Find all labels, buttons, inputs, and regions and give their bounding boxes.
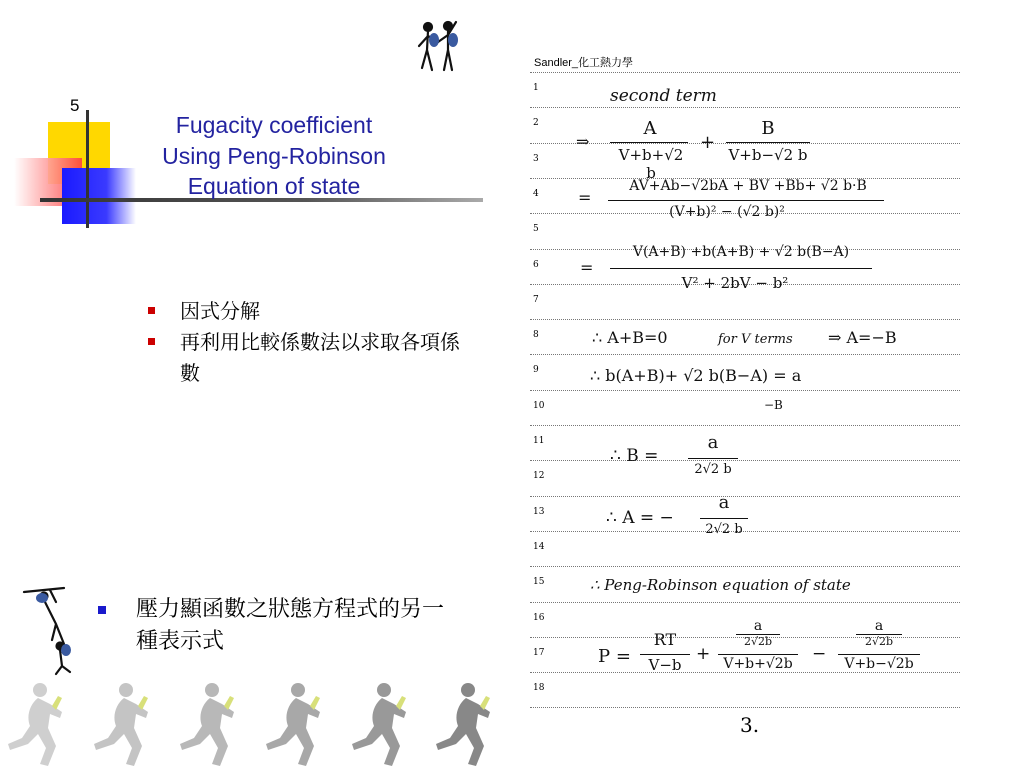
bullet-item: [148, 296, 478, 327]
hw-l13-den: 2√2 b: [705, 522, 743, 537]
hw-l17-n3b: 2√2b: [864, 635, 894, 648]
line-number: 1: [533, 83, 539, 93]
hw-l17-n2b: 2√2b: [743, 635, 773, 648]
hw-second-term: second term: [610, 86, 717, 106]
ruled-line: [530, 460, 960, 461]
hw-l6-bar: [610, 268, 872, 269]
ruled-line: [530, 107, 960, 108]
line-number: 9: [533, 365, 539, 375]
hw-plus: +: [700, 132, 716, 153]
hw-eq: =: [578, 188, 592, 207]
line-number: 11: [533, 436, 545, 446]
slide-title: [130, 110, 418, 202]
ruled-line: [530, 319, 960, 320]
hw-l17-n2a: a: [753, 618, 763, 634]
hw-l8: ∴ A+B=0: [592, 328, 668, 347]
hw-l13-bar: [700, 518, 748, 519]
line-number: 17: [533, 648, 545, 658]
line-number: 8: [533, 330, 539, 340]
hw-l17-d2: V+b+√2b: [723, 656, 793, 672]
ruled-line: [530, 602, 960, 603]
hw-l13: ∴ A = −: [606, 508, 674, 528]
hw-l10-note: −B: [764, 398, 783, 412]
hw-l4-bar: [608, 200, 884, 201]
hw-l17-plus: +: [696, 644, 711, 664]
hw-frac2-den: V+b−√2 b: [728, 146, 808, 164]
hw-l17-bar1: [640, 654, 690, 655]
ruled-line: [530, 143, 960, 144]
line-number: 13: [533, 507, 545, 517]
hw-l8-for: for V terms: [718, 332, 793, 347]
hw-frac2-bar: [726, 142, 810, 143]
running-figure-icon: [0, 676, 500, 768]
hw-frac1-bar: [610, 142, 688, 143]
hw-frac1-den: V+b+√2 b: [618, 146, 684, 182]
ruled-line: [530, 707, 960, 708]
bullet-text: 因式分解: [180, 299, 260, 323]
hw-l11-bar: [688, 458, 738, 459]
hw-l17-p: P =: [598, 646, 631, 667]
slide-number: 5: [70, 96, 80, 115]
ruled-line: [530, 354, 960, 355]
line-number: 3: [533, 154, 539, 164]
page-number: 3.: [740, 713, 760, 737]
hw-l6-num: V(A+B) +b(A+B) + √2 b(B−A): [632, 244, 850, 260]
hw-l17-n3a: a: [874, 618, 884, 634]
climber-icon: [20, 584, 88, 676]
hw-l17-bar3: [838, 654, 920, 655]
hw-implies: ⇒: [576, 132, 590, 151]
bullet-marker: [148, 307, 155, 314]
line-number: 16: [533, 613, 545, 623]
bullet-item: [148, 327, 478, 389]
hw-l11-num: a: [707, 432, 719, 453]
ruled-line: [530, 72, 960, 73]
ruled-line: [530, 566, 960, 567]
hw-l13-num: a: [718, 492, 730, 513]
line-number: 7: [533, 295, 539, 305]
line-number: 18: [533, 683, 545, 693]
bottom-bullet: [98, 594, 458, 658]
hw-l15: ∴ Peng-Robinson equation of state: [590, 576, 851, 594]
title-line-3: Equation of state: [187, 173, 361, 199]
bullet-list: [148, 296, 478, 389]
line-number: 2: [533, 118, 539, 128]
hw-frac1-num: A: [643, 118, 657, 139]
hw-l8-res: ⇒ A=−B: [828, 328, 897, 347]
line-number: 6: [533, 260, 539, 270]
hw-l11: ∴ B =: [610, 446, 659, 466]
line-number: 12: [533, 471, 545, 481]
title-line-2: Using Peng-Robinson: [162, 142, 386, 169]
bullet-text: 再利用比較係數法以求取各項係數: [180, 330, 460, 385]
couple-hiking-icon: [414, 18, 466, 76]
line-number: 10: [533, 401, 545, 411]
bullet-item: [98, 594, 458, 658]
decor-blue-square: [62, 168, 136, 224]
hw-l17-bar2: [718, 654, 798, 655]
hw-l6-den: V² + 2bV − b²: [681, 274, 789, 292]
hw-eq: =: [580, 258, 594, 277]
hw-l9: ∴ b(A+B)+ √2 b(B−A) = a: [590, 366, 802, 385]
title-line-1: Fugacity coefficient: [175, 112, 373, 138]
line-number: 14: [533, 542, 545, 552]
ruled-line: [530, 672, 960, 673]
hw-l17-n1: RT: [653, 630, 677, 649]
hw-l17-d3: V+b−√2b: [844, 656, 914, 672]
line-number: 15: [533, 577, 545, 587]
bullet-marker: [98, 606, 106, 614]
decor-vertical-line: [86, 110, 89, 228]
hw-l11-den: 2√2 b: [694, 462, 732, 477]
running-figures-row: [0, 676, 500, 768]
ruled-line: [530, 390, 960, 391]
hw-l17-d1: V−b: [648, 656, 682, 674]
line-number: 4: [533, 189, 539, 199]
hw-l17-minus: −: [812, 644, 827, 664]
ruled-line: [530, 425, 960, 426]
hw-l4-den: (V+b)² − (√2 b)²: [669, 204, 785, 220]
notes-header: Sandler_化工熱力學: [534, 57, 634, 69]
hw-frac2-num: B: [761, 118, 775, 139]
bullet-text: 壓力顯函數之狀態方程式的另一種表示式: [136, 597, 445, 654]
bullet-marker: [148, 338, 155, 345]
hw-l4-num: AV+Ab−√2bA + BV +Bb+ √2 b·B: [629, 178, 867, 194]
line-number: 5: [533, 224, 539, 234]
